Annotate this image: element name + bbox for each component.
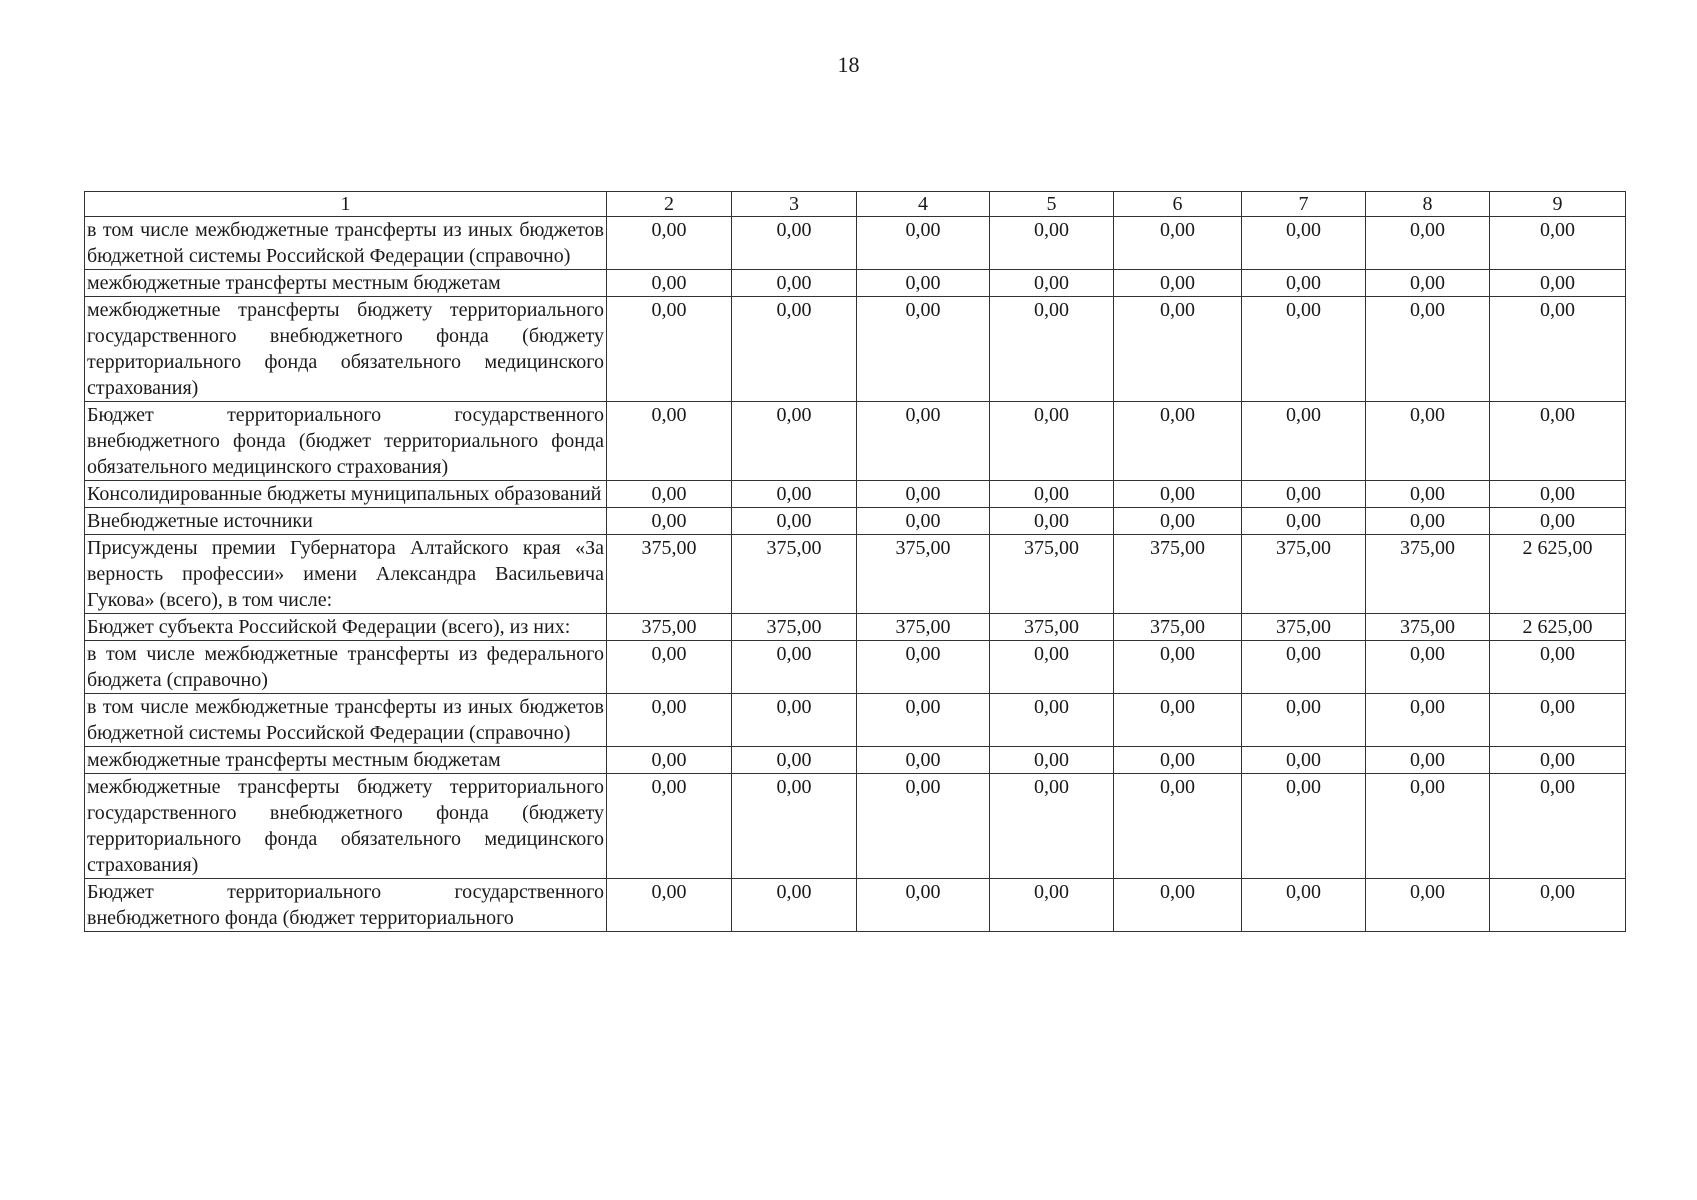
value-cell: 0,00	[1242, 217, 1366, 270]
value-cell: 0,00	[1490, 747, 1626, 774]
value-cell: 0,00	[607, 270, 732, 297]
value-cell: 0,00	[1490, 297, 1626, 402]
value-cell: 375,00	[1114, 614, 1242, 641]
value-cell: 375,00	[1242, 614, 1366, 641]
value-cell: 0,00	[990, 508, 1114, 535]
value-cell: 0,00	[857, 747, 990, 774]
value-cell: 0,00	[1242, 747, 1366, 774]
value-cell: 0,00	[1242, 270, 1366, 297]
value-cell: 375,00	[990, 614, 1114, 641]
value-cell: 0,00	[990, 481, 1114, 508]
row-label: Бюджет территориального государственного внебюджетного фонда (бюджет территориального фонда обязательного медицинского страхования)	[85, 402, 607, 481]
value-cell: 0,00	[1490, 508, 1626, 535]
value-cell: 0,00	[1366, 694, 1490, 747]
value-cell: 0,00	[990, 641, 1114, 694]
value-cell: 0,00	[1490, 270, 1626, 297]
row-label: Присуждены премии Губернатора Алтайского края «За верность профессии» имени Александра Васильевича Гукова» (всего), в том числе:	[85, 535, 607, 614]
table-row	[85, 481, 1626, 508]
column-header: 1	[85, 192, 607, 217]
value-cell: 0,00	[607, 402, 732, 481]
row-label: в том числе межбюджетные трансферты из федерального бюджета (справочно)	[85, 641, 607, 694]
value-cell: 375,00	[1366, 535, 1490, 614]
value-cell: 375,00	[1242, 535, 1366, 614]
value-cell: 0,00	[1114, 774, 1242, 879]
row-label: межбюджетные трансферты местным бюджетам	[85, 270, 607, 297]
value-cell: 0,00	[1490, 217, 1626, 270]
table-row	[85, 270, 1626, 297]
value-cell: 0,00	[1242, 297, 1366, 402]
value-cell: 0,00	[607, 481, 732, 508]
value-cell: 0,00	[732, 641, 857, 694]
value-cell: 375,00	[732, 535, 857, 614]
value-cell: 0,00	[1366, 217, 1490, 270]
value-cell: 0,00	[732, 879, 857, 932]
column-header: 7	[1242, 192, 1366, 217]
table-row	[85, 402, 1626, 481]
value-cell: 0,00	[1490, 774, 1626, 879]
value-cell: 0,00	[1114, 508, 1242, 535]
value-cell: 0,00	[990, 747, 1114, 774]
value-cell: 0,00	[732, 694, 857, 747]
value-cell: 0,00	[1242, 694, 1366, 747]
value-cell: 0,00	[990, 270, 1114, 297]
row-label: в том числе межбюджетные трансферты из иных бюджетов бюджетной системы Российской Федерации (справочно)	[85, 217, 607, 270]
column-header: 5	[990, 192, 1114, 217]
value-cell: 375,00	[857, 535, 990, 614]
value-cell: 375,00	[857, 614, 990, 641]
value-cell: 0,00	[1242, 774, 1366, 879]
value-cell: 0,00	[1242, 481, 1366, 508]
value-cell: 0,00	[1366, 641, 1490, 694]
value-cell: 0,00	[1114, 747, 1242, 774]
value-cell: 375,00	[607, 535, 732, 614]
value-cell: 0,00	[1242, 508, 1366, 535]
value-cell: 0,00	[607, 217, 732, 270]
value-cell: 375,00	[732, 614, 857, 641]
value-cell: 0,00	[732, 481, 857, 508]
value-cell: 0,00	[857, 270, 990, 297]
column-header: 9	[1490, 192, 1626, 217]
row-label: Консолидированные бюджеты муниципальных образований	[85, 481, 607, 508]
value-cell: 0,00	[990, 694, 1114, 747]
value-cell: 0,00	[857, 217, 990, 270]
value-cell: 0,00	[857, 774, 990, 879]
value-cell: 0,00	[990, 217, 1114, 270]
row-label: Бюджет территориального государственного внебюджетного фонда (бюджет территориального	[85, 879, 607, 932]
value-cell: 0,00	[1490, 879, 1626, 932]
value-cell: 0,00	[1366, 879, 1490, 932]
value-cell: 0,00	[1366, 402, 1490, 481]
column-header: 8	[1366, 192, 1490, 217]
row-label: в том числе межбюджетные трансферты из иных бюджетов бюджетной системы Российской Федерации (справочно)	[85, 694, 607, 747]
table-row	[85, 508, 1626, 535]
value-cell: 375,00	[1366, 614, 1490, 641]
value-cell: 0,00	[990, 297, 1114, 402]
value-cell: 0,00	[1114, 879, 1242, 932]
table-row	[85, 694, 1626, 747]
value-cell: 0,00	[607, 774, 732, 879]
row-label: Бюджет субъекта Российской Федерации (всего), из них:	[85, 614, 607, 641]
table-row	[85, 535, 1626, 614]
value-cell: 0,00	[1114, 641, 1242, 694]
value-cell: 0,00	[1114, 217, 1242, 270]
value-cell: 0,00	[857, 641, 990, 694]
value-cell: 0,00	[732, 217, 857, 270]
value-cell: 0,00	[607, 641, 732, 694]
table-row	[85, 774, 1626, 879]
column-header: 6	[1114, 192, 1242, 217]
value-cell: 0,00	[1366, 747, 1490, 774]
column-header: 3	[732, 192, 857, 217]
value-cell: 0,00	[1114, 402, 1242, 481]
table-row	[85, 297, 1626, 402]
value-cell: 375,00	[1114, 535, 1242, 614]
value-cell: 0,00	[1242, 402, 1366, 481]
value-cell: 0,00	[1366, 481, 1490, 508]
table-row	[85, 641, 1626, 694]
value-cell: 0,00	[607, 879, 732, 932]
value-cell: 0,00	[1490, 641, 1626, 694]
table-row	[85, 614, 1626, 641]
table-row	[85, 747, 1626, 774]
row-label: межбюджетные трансферты местным бюджетам	[85, 747, 607, 774]
table-row	[85, 217, 1626, 270]
value-cell: 0,00	[732, 297, 857, 402]
value-cell: 0,00	[732, 402, 857, 481]
column-header: 4	[857, 192, 990, 217]
value-cell: 0,00	[607, 694, 732, 747]
value-cell: 0,00	[1114, 694, 1242, 747]
row-label: межбюджетные трансферты бюджету территориального государственного внебюджетного фонда (бюджету территориального фонда обязательного медицинского страхования)	[85, 297, 607, 402]
value-cell: 0,00	[1366, 508, 1490, 535]
value-cell: 0,00	[1114, 297, 1242, 402]
value-cell: 0,00	[732, 747, 857, 774]
value-cell: 0,00	[732, 508, 857, 535]
value-cell: 375,00	[990, 535, 1114, 614]
value-cell: 0,00	[1114, 270, 1242, 297]
value-cell: 0,00	[990, 402, 1114, 481]
value-cell: 0,00	[1490, 481, 1626, 508]
value-cell: 375,00	[607, 614, 732, 641]
value-cell: 0,00	[732, 270, 857, 297]
value-cell: 0,00	[857, 297, 990, 402]
value-cell: 0,00	[857, 508, 990, 535]
row-label: Внебюджетные источники	[85, 508, 607, 535]
value-cell: 2 625,00	[1490, 535, 1626, 614]
value-cell: 0,00	[1242, 879, 1366, 932]
column-header: 2	[607, 192, 732, 217]
value-cell: 0,00	[990, 879, 1114, 932]
budget-table	[84, 191, 1626, 932]
value-cell: 0,00	[607, 297, 732, 402]
table-row	[85, 879, 1626, 932]
value-cell: 0,00	[857, 402, 990, 481]
value-cell: 0,00	[1242, 641, 1366, 694]
value-cell: 0,00	[1490, 402, 1626, 481]
value-cell: 2 625,00	[1490, 614, 1626, 641]
value-cell: 0,00	[607, 508, 732, 535]
value-cell: 0,00	[1114, 481, 1242, 508]
page-number: 18	[837, 52, 860, 77]
value-cell: 0,00	[990, 774, 1114, 879]
value-cell: 0,00	[607, 747, 732, 774]
table-body	[85, 217, 1626, 932]
value-cell: 0,00	[857, 481, 990, 508]
row-label: межбюджетные трансферты бюджету территориального государственного внебюджетного фонда (бюджету территориального фонда обязательного медицинского страхования)	[85, 774, 607, 879]
header-row	[85, 192, 1626, 217]
value-cell: 0,00	[1366, 297, 1490, 402]
value-cell: 0,00	[1490, 694, 1626, 747]
value-cell: 0,00	[732, 774, 857, 879]
value-cell: 0,00	[1366, 270, 1490, 297]
value-cell: 0,00	[857, 879, 990, 932]
value-cell: 0,00	[1366, 774, 1490, 879]
value-cell: 0,00	[857, 694, 990, 747]
